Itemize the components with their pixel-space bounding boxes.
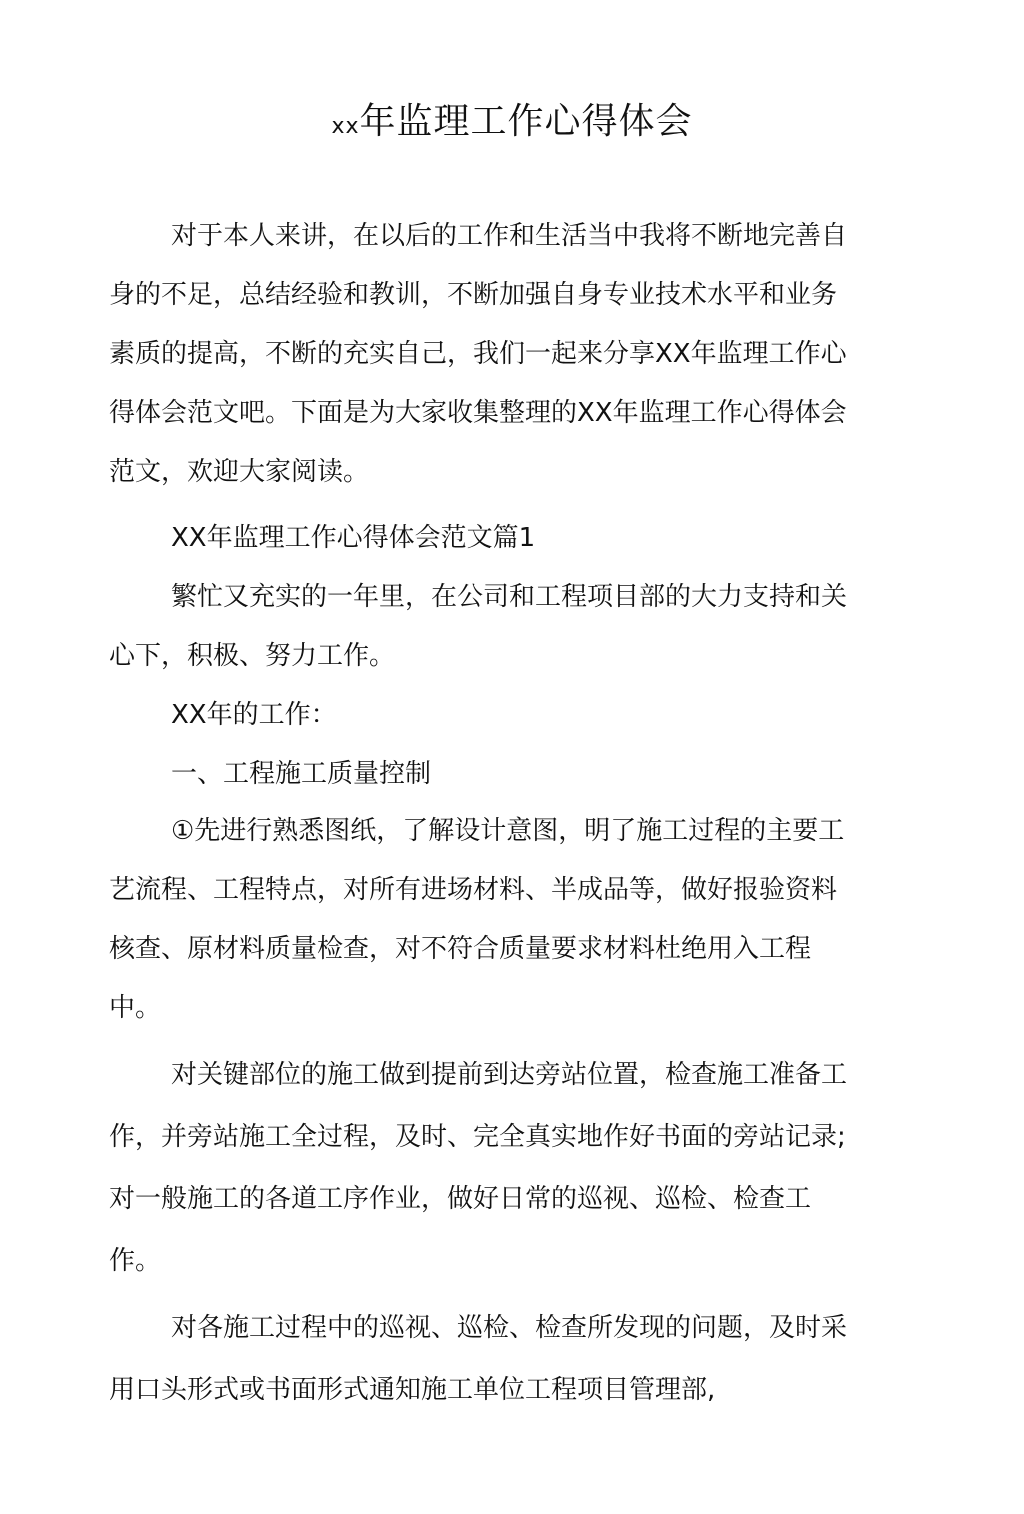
paragraph-intro: 对于本人来讲，在以后的工作和生活当中我将不断地完善自身的不足，总结经验和教训，不断加强自身专业技术水平和业务素质的提高，不断的充实自己，我们一起来分享XX年监理工作心得体会范文吧。下面是为大家收集整理的XX年监理工作心得体会范文，欢迎大家阅读。 <box>109 221 848 487</box>
document-title <box>0 96 1024 153</box>
paragraph-quality-heading: 一、工程施工质量控制 <box>171 759 432 789</box>
paragraph-point-1: ①先进行熟悉图纸，了解设计意图，明了施工过程的主要工艺流程、工程特点，对所有进场材料、半成品等，做好报验资料核查、原材料质量检查，对不符合质量要求材料杜绝用入工程中。 <box>109 816 845 1023</box>
paragraph-key-parts: 对关键部位的施工做到提前到达旁站位置，检查施工准备工作，并旁站施工全过程，及时、完全真实地作好书面的旁站记录;对一般施工的各道工序作业，做好日常的巡视、巡检、检查工作。 <box>109 1060 848 1276</box>
title-prefix: xx <box>331 114 360 139</box>
paragraph-year-work: XX年的工作： <box>171 700 337 730</box>
paragraph-issues: 对各施工过程中的巡视、巡检、检查所发现的问题，及时采用口头形式或书面形式通知施工单位工程项目管理部, <box>109 1313 848 1405</box>
paragraph-section-heading: XX年监理工作心得体会范文篇1 <box>171 523 536 553</box>
title-main: 年监理工作心得体会 <box>359 101 693 142</box>
paragraph-summary: 繁忙又充实的一年里，在公司和工程项目部的大力支持和关心下，积极、努力工作。 <box>109 582 848 671</box>
